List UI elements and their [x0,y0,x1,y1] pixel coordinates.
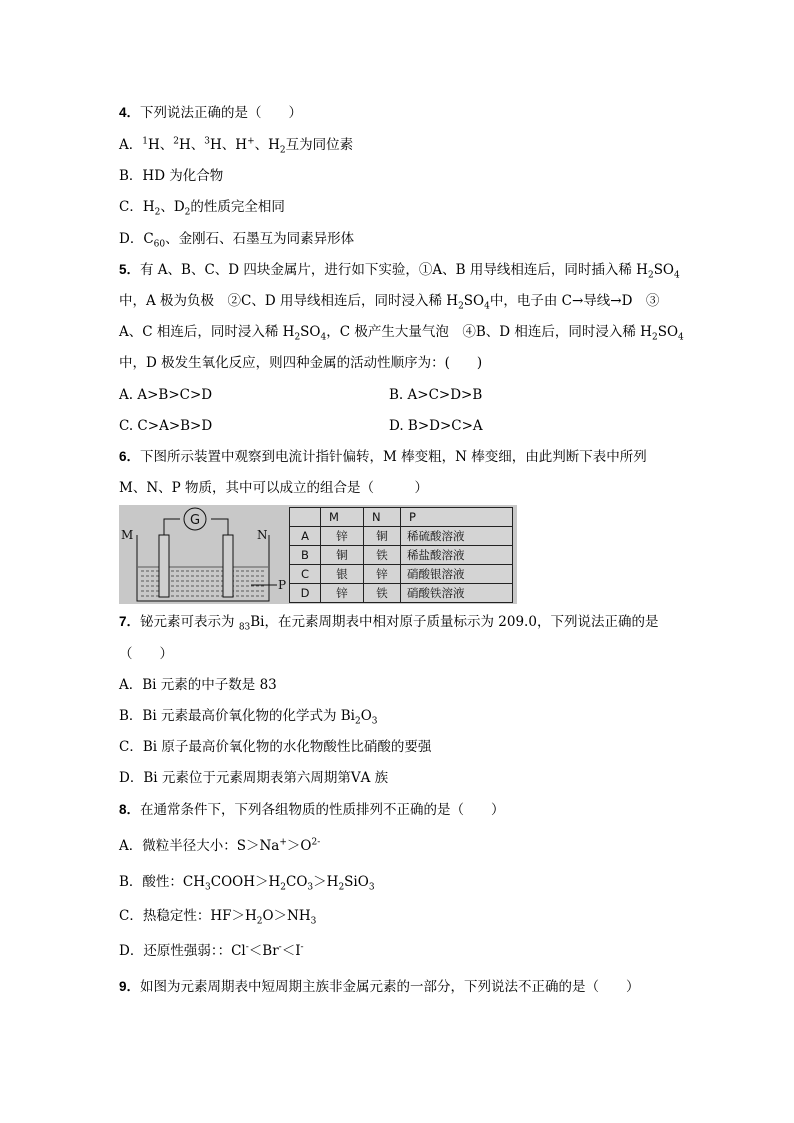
table-cell: 稀硫酸溶液 [401,527,513,546]
q5-line-2: 中，A 极为负极 ②C、D 用导线相连后，同时浸入稀 $H_2SO_4$中，电子由 C→导线→D ③ [119,293,660,312]
table-cell: 稀盐酸溶液 [401,546,513,565]
q7-option-c: C．Bi 原子最高价氧化物的水化物酸性比硝酸的要强 [119,739,432,755]
q8-option-d: D．还原性强弱：：Cl-＜Br-＜I- [119,942,304,959]
q5-line-1: 5．有 A、B、C、D 四块金属片，进行如下实验，①A、B 用导线相连后，同时插入稀 $H_2SO_4$ [119,262,680,281]
table-row [290,584,513,603]
table-row [290,565,513,584]
table-row [290,546,513,565]
q7-line-2: （ ） [119,646,173,662]
q6-line-1: 6．下图所示装置中观察到电流计指针偏转，M 棒变粗，N 棒变细，由此判断下表中所列 [119,449,647,465]
q6-figure [119,505,517,604]
rod-n-label: N [257,528,268,542]
q9-stem: 9．如图为元素周期表中短周期主族非金属元素的一部分，下列说法不正确的是（ ） [119,979,640,995]
table-cell: 硝酸银溶液 [401,565,513,584]
table-cell: 锌 [364,565,401,584]
table-cell: C [290,565,321,584]
table-cell: 铁 [364,584,401,603]
q8-stem: 8．在通常条件下，下列各组物质的性质排列不正确的是（ ） [119,802,505,818]
q7-option-b: B．Bi 元素最高价氧化物的化学式为 $Bi_2O_3$ [119,708,378,727]
q4-option-d: D．$C_{60}$、金刚石、石墨互为同素异形体 [119,231,355,250]
table-cell: 铜 [364,527,401,546]
table-cell: B [290,546,321,565]
solution-p-label: P [278,578,287,592]
q4-option-b: B．HD 为化合物 [119,168,224,184]
galvanometer-label: G [189,513,201,528]
table-cell: 硝酸铁溶液 [401,584,513,603]
table-header-cell: N [364,508,401,527]
q8-option-a: A．微粒半径大小：$S>Na^+>O^{2-}$ [119,837,321,854]
rod-m-label: M [121,528,134,542]
q5-options-cd: C. C>A>B>D D. B>D>C>A [119,418,483,434]
q4-option-a: A．$^1$H、$^2$H、$^3$H、H+、$H_2$互为同位素 [119,136,354,156]
table-cell: 锌 [321,527,364,546]
table-cell: 锌 [321,584,364,603]
q6-line-2: M、N、P 物质，其中可以成立的组合是（ ） [119,480,429,496]
q8-option-b: B．酸性：$CH_3COOH>H_2CO_3>H_2SiO_3$ [119,874,375,893]
table-cell: D [290,584,321,603]
electrochemical-cell-diagram [119,505,289,604]
table-header-cell: P [401,508,513,527]
q5-options-ab: A. A>B>C>D B. A>C>D>B [119,387,483,403]
table-header-cell: M [321,508,364,527]
table-header-row [290,508,513,527]
q6-table [289,507,513,603]
q7-option-d: D．Bi 元素位于元素周期表第六周期第ⅤA 族 [119,770,389,786]
q4-option-c: C．$H_2$、$D_2$的性质完全相同 [119,199,285,218]
table-row [290,527,513,546]
table-header-cell [290,508,321,527]
table-cell: 铜 [321,546,364,565]
q8-option-c: C．热稳定性：$HF>H_2O>NH_3$ [119,908,317,927]
table-cell: 银 [321,565,364,584]
q5-line-3: A、C 相连后，同时浸入稀 $H_2SO_4$，C 极产生大量气泡 ④B、D 相连后，同时浸入稀 $H_2SO_4$ [119,324,684,343]
q5-line-4: 中，D 极发生氧化反应，则四种金属的活动性顺序为：( ) [119,355,483,371]
table-cell: A [290,527,321,546]
table-cell: 铁 [364,546,401,565]
q4-stem: 4．下列说法正确的是（ ） [119,105,303,121]
q7-option-a: A．Bi 元素的中子数是 83 [119,677,277,693]
q7-line-1: 7．铋元素可表示为 $_{83}$Bi，在元素周期表中相对原子质量标示为 209.0，下列说法正确的是 [119,614,659,633]
